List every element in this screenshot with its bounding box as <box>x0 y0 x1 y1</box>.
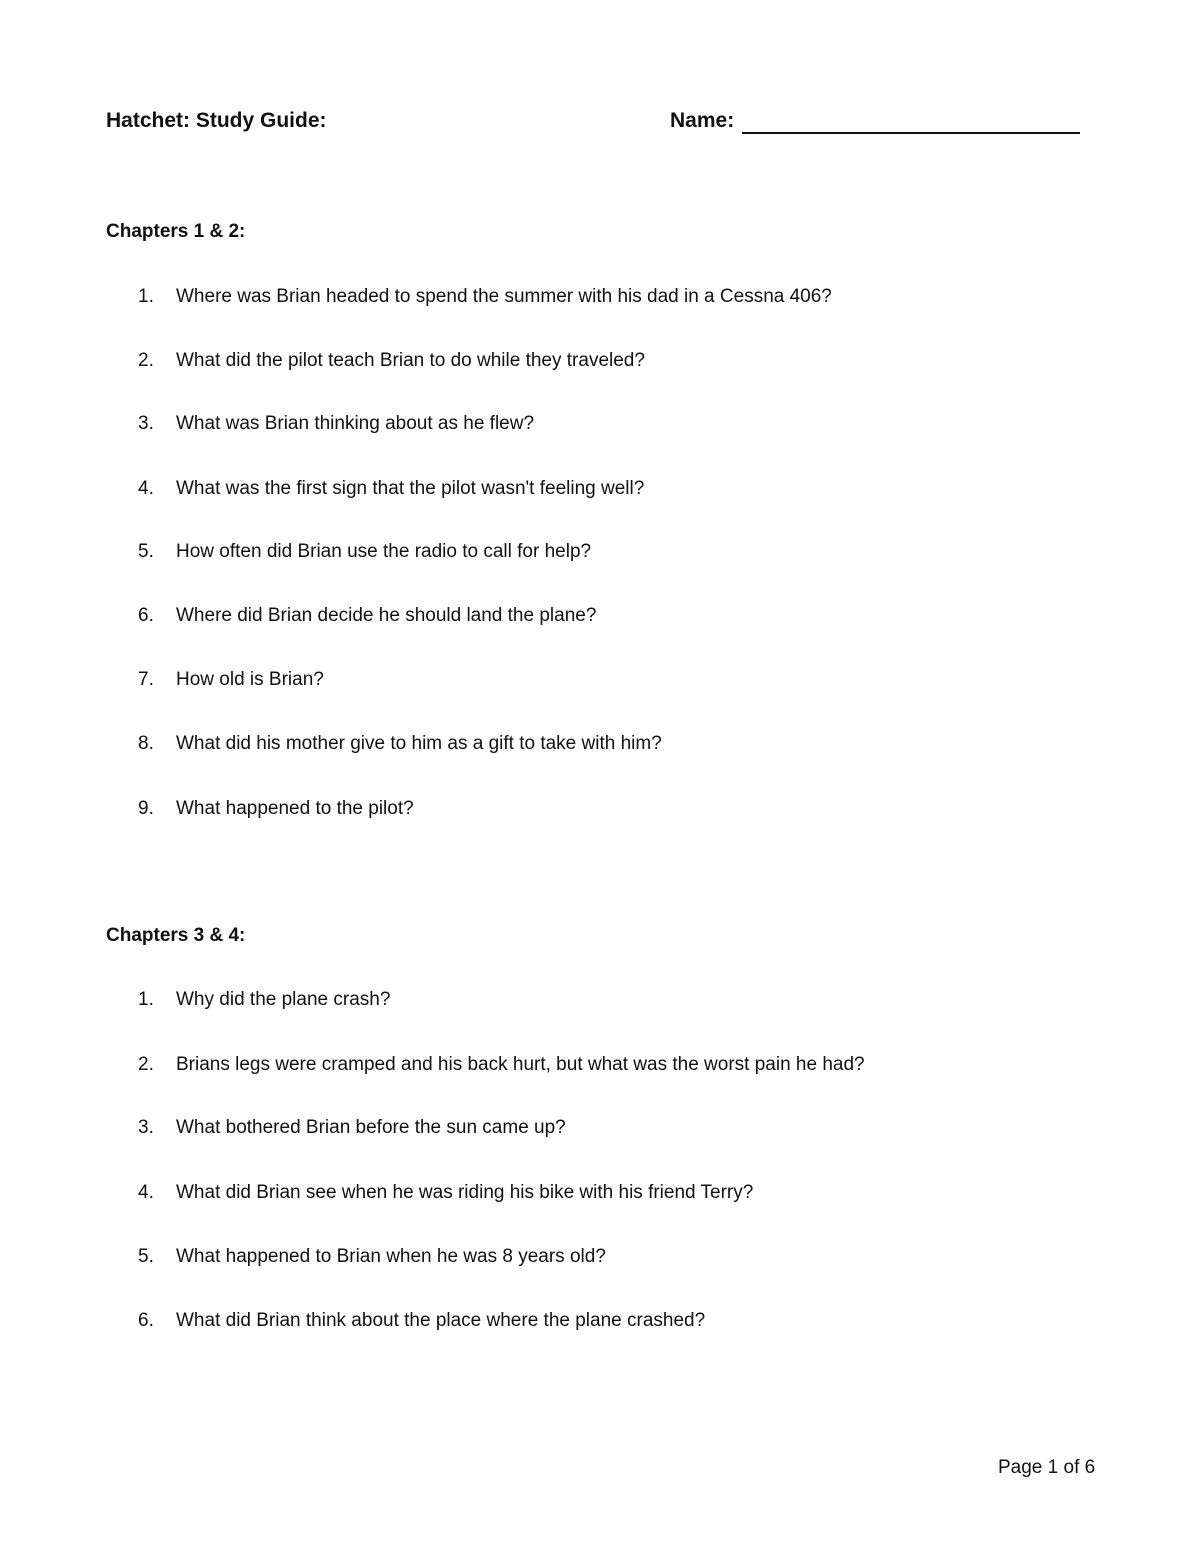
document-title: Hatchet: Study Guide: <box>106 109 327 132</box>
question-text: What was the first sign that the pilot wasn't feeling well? <box>176 478 645 499</box>
question-number: 5. <box>138 1246 154 1267</box>
question-text: What bothered Brian before the sun came up? <box>176 1117 566 1138</box>
question-text: Brians legs were cramped and his back hurt, but what was the worst pain he had? <box>176 1054 865 1075</box>
question-number: 3. <box>138 413 154 434</box>
question-text: Why did the plane crash? <box>176 989 391 1010</box>
question-number: 9. <box>138 798 154 819</box>
question-text: What did his mother give to him as a gift to take with him? <box>176 733 662 754</box>
question-number: 1. <box>138 989 154 1010</box>
name-field <box>670 108 1080 134</box>
question-number: 5. <box>138 541 154 562</box>
page-number: Page 1 of 6 <box>998 1457 1096 1478</box>
question-number: 4. <box>138 1182 154 1203</box>
question-number: 4. <box>138 478 154 499</box>
name-blank-line <box>742 110 1080 134</box>
question-text: What did Brian see when he was riding his bike with his friend Terry? <box>176 1182 754 1203</box>
question-text: What did Brian think about the place where the plane crashed? <box>176 1310 706 1331</box>
question-text: Where did Brian decide he should land the plane? <box>176 605 597 626</box>
question-number: 2. <box>138 1054 154 1075</box>
question-text: What did the pilot teach Brian to do while they traveled? <box>176 350 645 371</box>
question-text: How old is Brian? <box>176 669 324 690</box>
question-text: What was Brian thinking about as he flew? <box>176 413 535 434</box>
question-number: 2. <box>138 350 154 371</box>
question-text: Where was Brian headed to spend the summer with his dad in a Cessna 406? <box>176 286 832 307</box>
question-number: 6. <box>138 1310 154 1331</box>
section-heading-chapters-1-2: Chapters 1 & 2: <box>106 221 246 242</box>
question-text: How often did Brian use the radio to call for help? <box>176 541 592 562</box>
question-text: What happened to the pilot? <box>176 798 414 819</box>
question-number: 1. <box>138 286 154 307</box>
question-text: What happened to Brian when he was 8 years old? <box>176 1246 606 1267</box>
question-number: 8. <box>138 733 154 754</box>
question-number: 6. <box>138 605 154 626</box>
question-number: 7. <box>138 669 154 690</box>
question-number: 3. <box>138 1117 154 1138</box>
section-heading-chapters-3-4: Chapters 3 & 4: <box>106 925 246 946</box>
name-label: Name: <box>670 109 735 132</box>
